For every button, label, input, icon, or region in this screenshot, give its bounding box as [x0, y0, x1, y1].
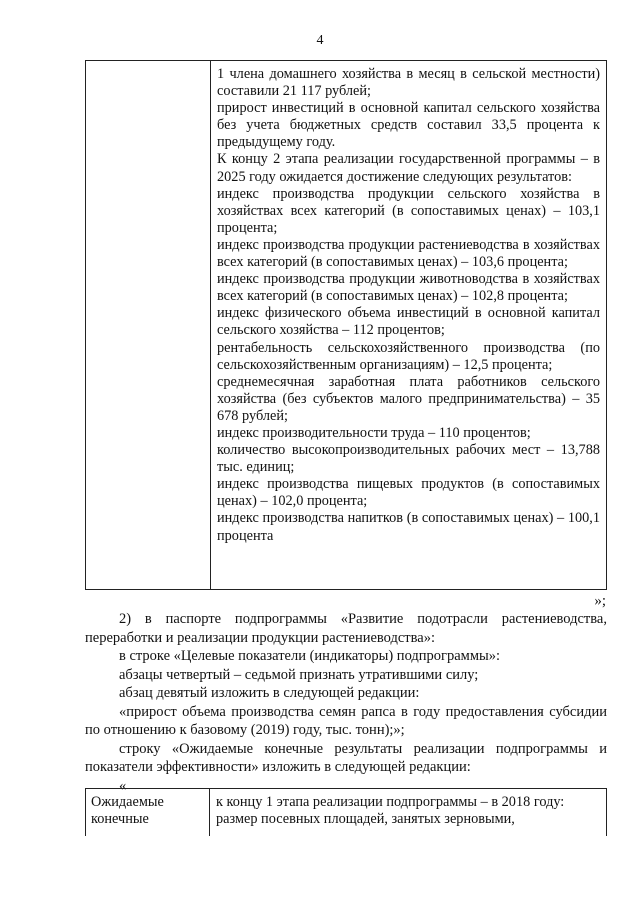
- table-paragraph: индекс производства напитков (в сопоставимых ценах) – 100,1 процента: [217, 510, 600, 544]
- row-content-line: к концу 1 этапа реализации подпрограммы – в 2018 году:: [216, 794, 565, 810]
- opening-quote: «: [119, 777, 127, 794]
- table-paragraph: индекс производства пищевых продуктов (в сопоставимых ценах) – 102,0 процента;: [217, 476, 600, 510]
- table-row-header: [86, 789, 210, 836]
- body-paragraph: абзац девятый изложить в следующей редакции:: [119, 685, 420, 701]
- table-right-cell: [211, 61, 606, 589]
- row-header-line: конечные: [91, 811, 149, 827]
- body-paragraph: 2) в паспорте подпрограммы «Развитие подотрасли растениеводства, переработки и реализации продукции растениеводства»:: [85, 611, 607, 646]
- table-paragraph: прирост инвестиций в основной капитал сельского хозяйства без учета бюджетных средств составил 33,5 процента к предыдущему году.: [217, 100, 600, 151]
- body-paragraph: строку «Ожидаемые конечные результаты реализации подпрограммы и показатели эффективности» изложить в следующей редакции:: [85, 740, 607, 775]
- table-paragraph: индекс физического объема инвестиций в основной капитал сельского хозяйства – 112 процентов;: [217, 305, 600, 339]
- page-number: 4: [316, 33, 324, 48]
- table-row-content: [210, 789, 606, 836]
- table-paragraph: среднемесячная заработная плата работников сельского хозяйства (без субъектов малого предпринимательства) – 35 678 рублей;: [217, 373, 600, 424]
- body-text: [85, 609, 607, 795]
- body-paragraph: в строке «Целевые показатели (индикаторы) подпрограммы»:: [119, 648, 501, 664]
- body-paragraph: «прирост объема производства семян рапса в году предоставления субсидии по отношению к базовому (2019) году, тыс. тонн);»;: [85, 703, 607, 738]
- table-paragraph: рентабельность сельскохозяйственного производства (по сельскохозяйственным организациям) – 12,5 процента;: [217, 339, 600, 373]
- table-paragraph: индекс производства продукции животноводства в хозяйствах всех категорий (в сопоставимых ценах) – 102,8 процента;: [217, 271, 600, 305]
- table-paragraph: К концу 2 этапа реализации государственной программы – в 2025 году ожидается достижение следующих результатов:: [217, 151, 600, 185]
- closing-quote: »;: [594, 593, 606, 609]
- table-paragraph: индекс производства продукции сельского хозяйства в хозяйствах всех категорий (в сопоставимых ценах) – 103,1 процента;: [217, 185, 600, 236]
- results-table-continued: [85, 60, 607, 590]
- table-left-cell: [86, 61, 211, 589]
- expected-results-table: [85, 788, 607, 836]
- table-paragraph: 1 члена домашнего хозяйства в месяц в сельской местности) составили 21 117 рублей;: [217, 66, 600, 100]
- table-paragraph: индекс производительности труда – 110 процентов;: [217, 424, 531, 441]
- row-header-line: Ожидаемые: [91, 794, 164, 810]
- table-paragraph: индекс производства продукции растениеводства в хозяйствах всех категорий (в сопоставимых ценах) – 103,6 процента;: [217, 236, 600, 271]
- row-content-line: размер посевных площадей, занятых зерновыми,: [216, 811, 515, 827]
- table-paragraph: количество высокопроизводительных рабочих мест – 13,788 тыс. единиц;: [217, 442, 600, 476]
- body-paragraph: абзацы четвертый – седьмой признать утратившими силу;: [119, 666, 479, 683]
